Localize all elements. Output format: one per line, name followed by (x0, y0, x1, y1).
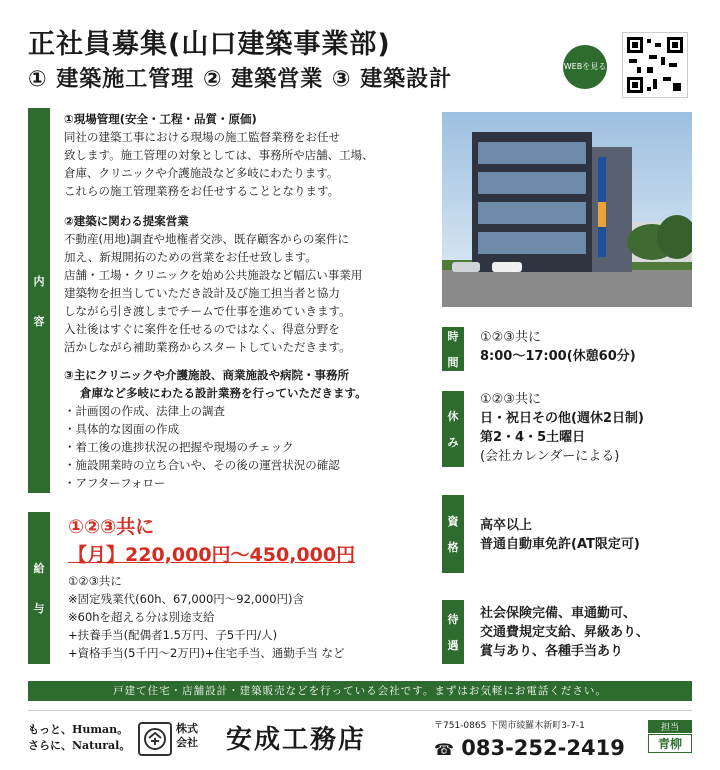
benefits-text: 社会保険完備、車通勤可、 交通費規定支給、昇級あり、 賞与あり、各種手当あり (480, 606, 650, 659)
salary-headline-1: ①②③共に (68, 516, 155, 538)
building-photo (442, 112, 692, 307)
holidays-label: 休 み (442, 391, 464, 467)
slogan: もっと、Human。 さらに、Natural。 (28, 723, 131, 752)
section1-title: ①現場管理(安全・工程・品質・原価) (64, 112, 257, 126)
phone-number[interactable]: ☎ 083-252-2419 (434, 736, 625, 760)
hours-text: ①②③共に 8:00〜17:00(休憩60分) (480, 330, 636, 364)
company-name: 安成工務店 (226, 725, 367, 755)
web-badge[interactable]: WEBを見る (563, 45, 607, 89)
holidays-text: ①②③共に 日・祝日その他(週休2日制) 第2・4・5土曜日 (会社カレンダーによる) (480, 392, 644, 464)
salary-label: 給 与 (28, 512, 50, 664)
salary-details: ①②③共に ※固定残業代(60h、67,000円〜92,000円)含 ※60hを超える分は別途支給 +扶養手当(配偶者1.5万円、子5千円/人) +資格手当(5千円〜2万円)+住宅手当、通勤手当 など (68, 574, 345, 660)
qr-code[interactable] (622, 32, 688, 98)
contact-label: 担当 (648, 720, 692, 733)
section3-title: ③主にクリニックや介護施設、商業施設や病院・事務所 (64, 368, 350, 382)
company-type: 株式 会社 (176, 722, 198, 749)
section2-title: ②建築に関わる提案営業 (64, 214, 189, 228)
company-logo-icon (138, 722, 172, 756)
hours-label: 時 間 (442, 327, 464, 371)
contact-name: 青柳 (648, 734, 692, 753)
qualifications-label: 資 格 (442, 495, 464, 573)
salary-headline-2: 【月】220,000円〜450,000円 (68, 544, 356, 566)
content-label: 内 容 (28, 108, 50, 493)
page-title: 正社員募集(山口建築事業部) (28, 29, 391, 60)
company-address: 〒751-0865 下関市綾羅木新町3-7-1 (434, 721, 585, 731)
content-text-block: ①現場管理(安全・工程・品質・原価) 同社の建築工事における現場の施工監督業務をお任せ 致します。施工管理の対象としては、事務所や店舗、工場、 倉庫、クリニックや介護施設など多岐にわたります。 これらの施工管理業務をお任せすることとなります。 ②建築に関わる提案営業 不動産(用地)調査や地権者交渉、既存顧客からの案件に 加え、新規開拓のための営業をお任せ致します。 店舗・工場・クリニックを始め公共施設など幅広い事業用 建築物を担当していただき設計及び施工担当者と協力 しながら引き渡しまでチームで仕事を進めていきます。 入社後はすぐに案件を任せるのではなく、得意分野を 活かしながら補助業務からスタートしていただきます。 ③主にクリニックや介護施設、商業施設や病院・事務所 倉庫など多岐にわたる設計業務を行っていただきます。 ・計画図の作成、法律上の調査 ・具体的な図面の作成 ・着工後の進捗状況の把握や現場のチェック ・施設開業時の立ち合いや、その後の運営状況の確認 ・アフターフォロー (64, 112, 374, 490)
footer-divider (28, 710, 692, 711)
company-intro-band: 戸建て住宅・店舗設計・建築販売などを行っている会社です。まずはお気軽にお電話ください。 (28, 681, 692, 701)
positions-subtitle: ① 建築施工管理 ② 建築営業 ③ 建築設計 (28, 67, 453, 92)
benefits-label: 待 遇 (442, 600, 464, 664)
qualifications-text: 高卒以上 普通自動車免許(AT限定可) (480, 518, 640, 552)
phone-icon: ☎ (434, 740, 454, 759)
